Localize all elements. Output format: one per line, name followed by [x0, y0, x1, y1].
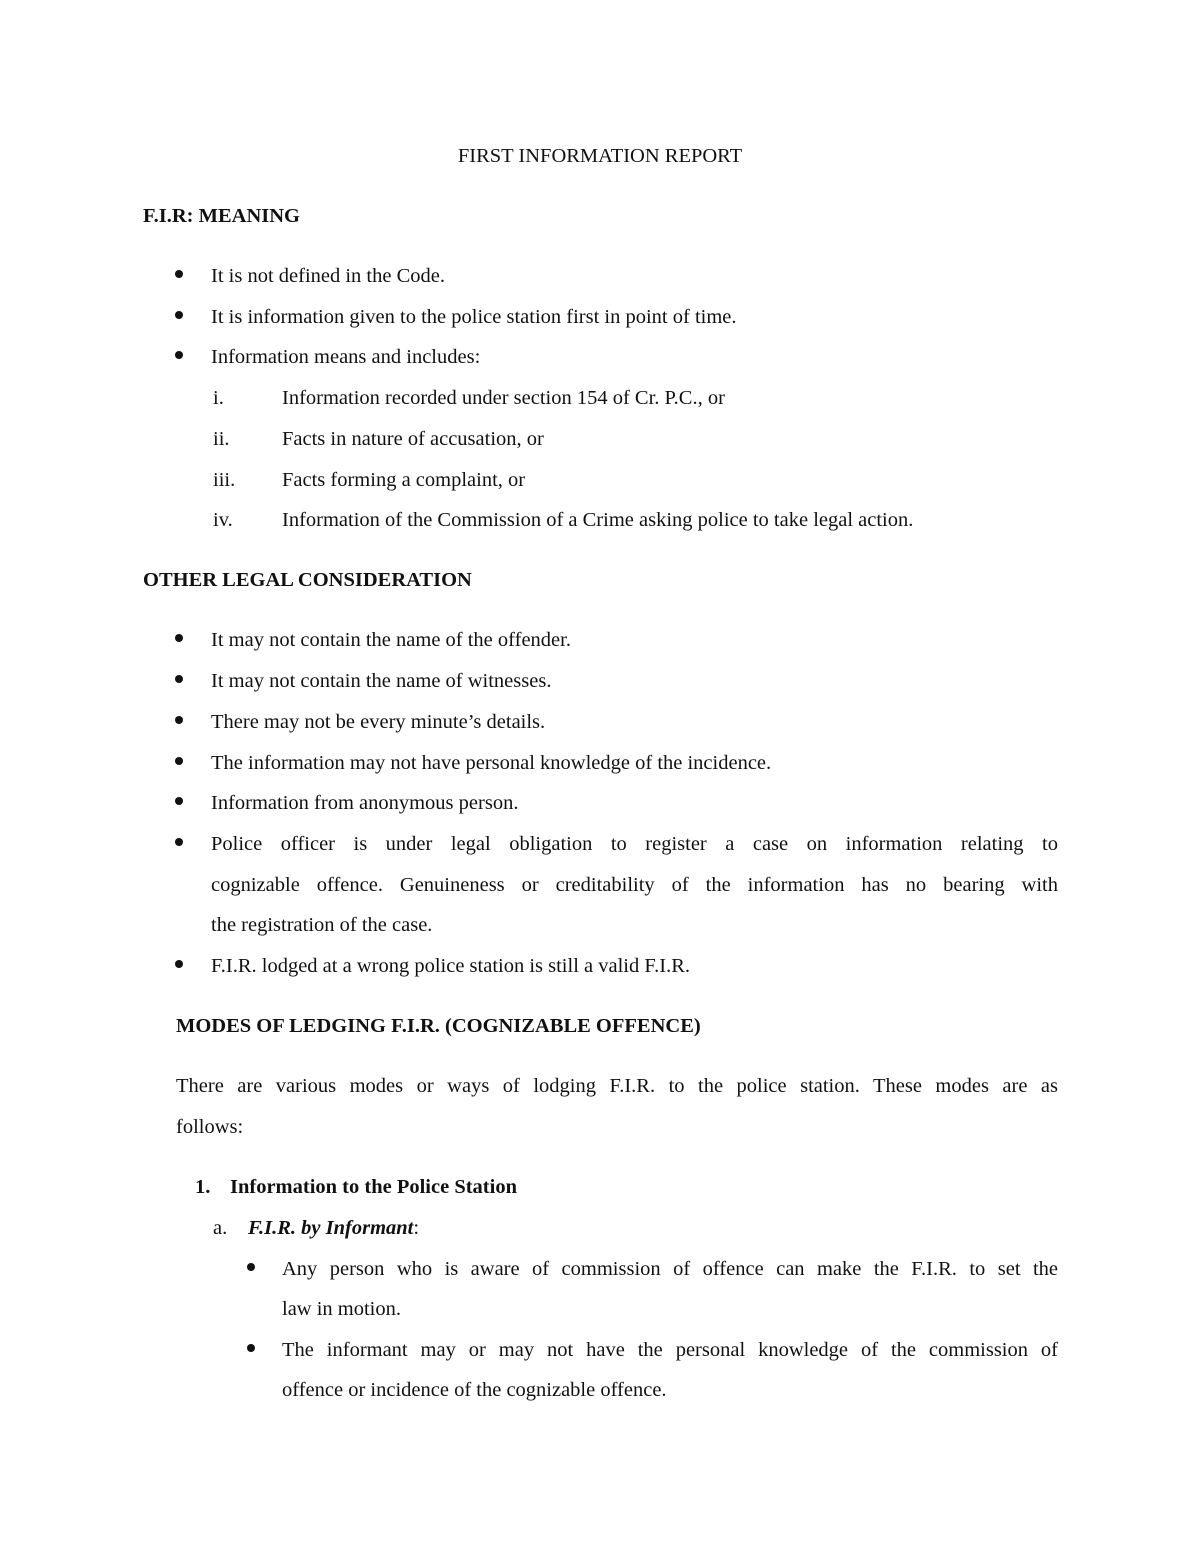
list-item-line: cognizable offence. Genuineness or creditability of the information has no bearing with [211, 874, 1058, 896]
bullet-icon [175, 797, 183, 805]
bullet-icon [175, 311, 183, 319]
numbered-item-title: Information to the Police Station [230, 1176, 517, 1198]
list-item: There may not be every minute’s details. [211, 711, 546, 733]
list-item-line: The informant may or may not have the personal knowledge of the commission of [282, 1339, 1058, 1361]
sub-item-number: iii. [213, 469, 236, 491]
bullet-icon [175, 838, 183, 846]
list-item: Information means and includes: [211, 346, 481, 368]
list-item-line: Any person who is aware of commission of offence can make the F.I.R. to set the [282, 1258, 1058, 1280]
list-item: It is information given to the police station first in point of time. [211, 306, 737, 328]
section-heading-modes: MODES OF LEDGING F.I.R. (COGNIZABLE OFFENCE) [176, 1015, 701, 1037]
sub-item-colon: : [413, 1217, 420, 1239]
sub-item-title: F.I.R. by Informant [248, 1217, 414, 1239]
sub-item-text: Facts forming a complaint, or [282, 469, 526, 491]
sub-item-number: ii. [213, 428, 230, 450]
bullet-icon [175, 351, 183, 359]
sub-item-letter: a. [213, 1217, 228, 1239]
bullet-icon [247, 1263, 255, 1271]
list-item-line: law in motion. [282, 1298, 402, 1320]
list-item-line: Police officer is under legal obligation to register a case on information relating to [211, 833, 1058, 855]
sub-item-heading [248, 1214, 419, 1242]
bullet-icon [175, 270, 183, 278]
bullet-icon [175, 757, 183, 765]
paragraph-line: There are various modes or ways of lodging F.I.R. to the police station. These modes are as [176, 1075, 1058, 1097]
section-heading-other: OTHER LEGAL CONSIDERATION [143, 569, 472, 591]
list-item-line: the registration of the case. [211, 914, 433, 936]
numbered-item-number: 1. [195, 1176, 211, 1198]
sub-item-number: i. [213, 387, 224, 409]
bullet-icon [175, 716, 183, 724]
list-item: F.I.R. lodged at a wrong police station is still a valid F.I.R. [211, 955, 690, 977]
list-item: It may not contain the name of the offender. [211, 629, 571, 651]
list-item: It is not defined in the Code. [211, 265, 445, 287]
bullet-icon [175, 960, 183, 968]
bullet-icon [175, 675, 183, 683]
sub-item-text: Facts in nature of accusation, or [282, 428, 544, 450]
sub-item-text: Information recorded under section 154 of Cr. P.C., or [282, 387, 725, 409]
bullet-icon [175, 634, 183, 642]
bullet-icon [247, 1344, 255, 1352]
sub-item-text: Information of the Commission of a Crime asking police to take legal action. [282, 509, 914, 531]
list-item: Information from anonymous person. [211, 792, 519, 814]
list-item: The information may not have personal knowledge of the incidence. [211, 752, 772, 774]
list-item: It may not contain the name of witnesses. [211, 670, 552, 692]
list-item-line: offence or incidence of the cognizable offence. [282, 1379, 667, 1401]
document-title: FIRST INFORMATION REPORT [457, 145, 743, 167]
sub-item-number: iv. [213, 509, 233, 531]
paragraph-line: follows: [176, 1116, 244, 1138]
section-heading-meaning: F.I.R: MEANING [143, 205, 300, 227]
